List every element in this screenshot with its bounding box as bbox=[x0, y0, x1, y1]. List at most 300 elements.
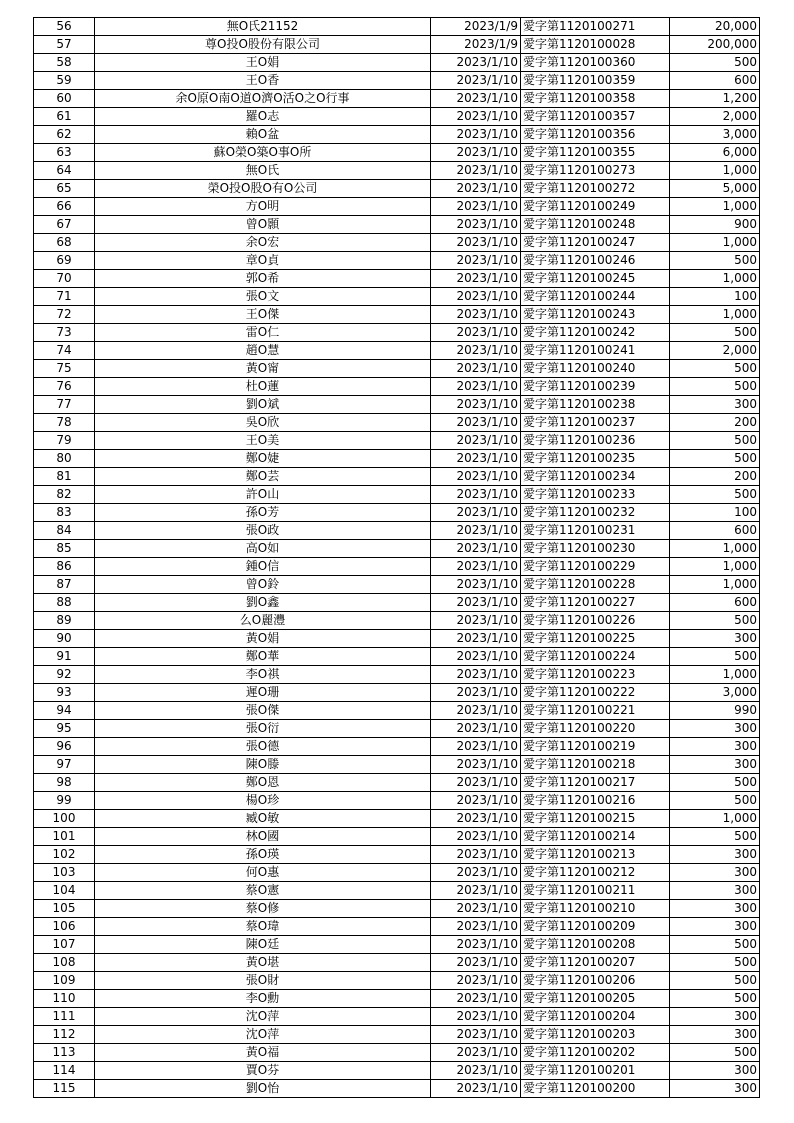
receipt-number: 愛字第1120100231 bbox=[521, 522, 670, 540]
row-number: 63 bbox=[34, 144, 95, 162]
receipt-number: 愛字第1120100243 bbox=[521, 306, 670, 324]
donor-name: 鄭O華 bbox=[95, 648, 431, 666]
donor-name: 林O國 bbox=[95, 828, 431, 846]
row-number: 109 bbox=[34, 972, 95, 990]
donation-amount: 500 bbox=[670, 1044, 760, 1062]
donation-date: 2023/1/10 bbox=[431, 648, 521, 666]
donation-amount: 300 bbox=[670, 1062, 760, 1080]
donation-date: 2023/1/10 bbox=[431, 360, 521, 378]
table-row bbox=[34, 180, 760, 198]
row-number: 76 bbox=[34, 378, 95, 396]
donation-amount: 100 bbox=[670, 504, 760, 522]
table-row bbox=[34, 378, 760, 396]
donation-date: 2023/1/10 bbox=[431, 396, 521, 414]
donation-date: 2023/1/10 bbox=[431, 234, 521, 252]
donation-date: 2023/1/10 bbox=[431, 108, 521, 126]
row-number: 82 bbox=[34, 486, 95, 504]
donor-name: 無O氏21152 bbox=[95, 18, 431, 36]
receipt-number: 愛字第1120100238 bbox=[521, 396, 670, 414]
table-row bbox=[34, 288, 760, 306]
row-number: 100 bbox=[34, 810, 95, 828]
donor-name: 孫O芳 bbox=[95, 504, 431, 522]
row-number: 72 bbox=[34, 306, 95, 324]
receipt-number: 愛字第1120100209 bbox=[521, 918, 670, 936]
receipt-number: 愛字第1120100230 bbox=[521, 540, 670, 558]
donation-date: 2023/1/10 bbox=[431, 144, 521, 162]
donation-date: 2023/1/10 bbox=[431, 1044, 521, 1062]
donation-table-body bbox=[34, 18, 760, 1098]
row-number: 85 bbox=[34, 540, 95, 558]
receipt-number: 愛字第1120100273 bbox=[521, 162, 670, 180]
row-number: 67 bbox=[34, 216, 95, 234]
row-number: 104 bbox=[34, 882, 95, 900]
table-row bbox=[34, 432, 760, 450]
receipt-number: 愛字第1120100202 bbox=[521, 1044, 670, 1062]
table-row bbox=[34, 216, 760, 234]
donor-name: 黃O娟 bbox=[95, 630, 431, 648]
row-number: 108 bbox=[34, 954, 95, 972]
row-number: 96 bbox=[34, 738, 95, 756]
donation-date: 2023/1/10 bbox=[431, 774, 521, 792]
table-row bbox=[34, 360, 760, 378]
donation-date: 2023/1/10 bbox=[431, 540, 521, 558]
donor-name: 王O美 bbox=[95, 432, 431, 450]
row-number: 102 bbox=[34, 846, 95, 864]
receipt-number: 愛字第1120100355 bbox=[521, 144, 670, 162]
donation-date: 2023/1/10 bbox=[431, 504, 521, 522]
row-number: 71 bbox=[34, 288, 95, 306]
donation-amount: 300 bbox=[670, 396, 760, 414]
row-number: 59 bbox=[34, 72, 95, 90]
table-row bbox=[34, 954, 760, 972]
donor-name: 劉O斌 bbox=[95, 396, 431, 414]
donation-amount: 300 bbox=[670, 918, 760, 936]
table-row bbox=[34, 504, 760, 522]
donation-date: 2023/1/10 bbox=[431, 522, 521, 540]
donation-amount: 200,000 bbox=[670, 36, 760, 54]
receipt-number: 愛字第1120100224 bbox=[521, 648, 670, 666]
donor-name: 無O氏 bbox=[95, 162, 431, 180]
row-number: 56 bbox=[34, 18, 95, 36]
table-row bbox=[34, 468, 760, 486]
donor-name: 許O山 bbox=[95, 486, 431, 504]
donation-amount: 1,000 bbox=[670, 576, 760, 594]
donor-name: 趙O慧 bbox=[95, 342, 431, 360]
row-number: 89 bbox=[34, 612, 95, 630]
donation-table bbox=[33, 17, 760, 1098]
table-row bbox=[34, 702, 760, 720]
receipt-number: 愛字第1120100217 bbox=[521, 774, 670, 792]
receipt-number: 愛字第1120100248 bbox=[521, 216, 670, 234]
row-number: 111 bbox=[34, 1008, 95, 1026]
table-row bbox=[34, 126, 760, 144]
row-number: 105 bbox=[34, 900, 95, 918]
donation-date: 2023/1/10 bbox=[431, 342, 521, 360]
donor-name: 蘇O榮O築O事O所 bbox=[95, 144, 431, 162]
donor-name: 張O文 bbox=[95, 288, 431, 306]
table-row bbox=[34, 918, 760, 936]
receipt-number: 愛字第1120100271 bbox=[521, 18, 670, 36]
receipt-number: 愛字第1120100235 bbox=[521, 450, 670, 468]
donation-date: 2023/1/10 bbox=[431, 954, 521, 972]
row-number: 107 bbox=[34, 936, 95, 954]
table-row bbox=[34, 738, 760, 756]
table-row bbox=[34, 90, 760, 108]
table-row bbox=[34, 72, 760, 90]
donation-amount: 200 bbox=[670, 468, 760, 486]
receipt-number: 愛字第1120100200 bbox=[521, 1080, 670, 1098]
donor-name: 沈O萍 bbox=[95, 1026, 431, 1044]
table-row bbox=[34, 684, 760, 702]
receipt-number: 愛字第1120100360 bbox=[521, 54, 670, 72]
table-row bbox=[34, 774, 760, 792]
receipt-number: 愛字第1120100216 bbox=[521, 792, 670, 810]
row-number: 114 bbox=[34, 1062, 95, 1080]
donor-name: 王O傑 bbox=[95, 306, 431, 324]
receipt-number: 愛字第1120100201 bbox=[521, 1062, 670, 1080]
donor-name: 李O勳 bbox=[95, 990, 431, 1008]
donation-amount: 990 bbox=[670, 702, 760, 720]
table-row bbox=[34, 558, 760, 576]
table-row bbox=[34, 198, 760, 216]
row-number: 80 bbox=[34, 450, 95, 468]
donation-date: 2023/1/10 bbox=[431, 1062, 521, 1080]
donation-date: 2023/1/10 bbox=[431, 702, 521, 720]
table-row bbox=[34, 270, 760, 288]
receipt-number: 愛字第1120100232 bbox=[521, 504, 670, 522]
donation-amount: 500 bbox=[670, 828, 760, 846]
donation-date: 2023/1/10 bbox=[431, 900, 521, 918]
table-row bbox=[34, 900, 760, 918]
receipt-number: 愛字第1120100246 bbox=[521, 252, 670, 270]
donation-amount: 1,000 bbox=[670, 666, 760, 684]
donation-amount: 500 bbox=[670, 450, 760, 468]
donation-amount: 1,000 bbox=[670, 306, 760, 324]
donor-name: 蔡O瑋 bbox=[95, 918, 431, 936]
donation-date: 2023/1/10 bbox=[431, 864, 521, 882]
row-number: 60 bbox=[34, 90, 95, 108]
table-row bbox=[34, 396, 760, 414]
donation-date: 2023/1/10 bbox=[431, 54, 521, 72]
row-number: 101 bbox=[34, 828, 95, 846]
table-row bbox=[34, 882, 760, 900]
row-number: 68 bbox=[34, 234, 95, 252]
row-number: 61 bbox=[34, 108, 95, 126]
donor-name: 曾O顥 bbox=[95, 216, 431, 234]
donor-name: 曾O鈴 bbox=[95, 576, 431, 594]
receipt-number: 愛字第1120100223 bbox=[521, 666, 670, 684]
donation-amount: 1,000 bbox=[670, 234, 760, 252]
table-row bbox=[34, 414, 760, 432]
donor-name: 張O衍 bbox=[95, 720, 431, 738]
donation-date: 2023/1/10 bbox=[431, 594, 521, 612]
donor-name: 方O明 bbox=[95, 198, 431, 216]
donation-amount: 500 bbox=[670, 990, 760, 1008]
table-row bbox=[34, 18, 760, 36]
donation-amount: 1,000 bbox=[670, 198, 760, 216]
receipt-number: 愛字第1120100211 bbox=[521, 882, 670, 900]
row-number: 64 bbox=[34, 162, 95, 180]
donor-name: 鄭O芸 bbox=[95, 468, 431, 486]
table-row bbox=[34, 1044, 760, 1062]
receipt-number: 愛字第1120100213 bbox=[521, 846, 670, 864]
row-number: 115 bbox=[34, 1080, 95, 1098]
receipt-number: 愛字第1120100233 bbox=[521, 486, 670, 504]
receipt-number: 愛字第1120100210 bbox=[521, 900, 670, 918]
receipt-number: 愛字第1120100203 bbox=[521, 1026, 670, 1044]
row-number: 98 bbox=[34, 774, 95, 792]
donor-name: 杜O蓮 bbox=[95, 378, 431, 396]
receipt-number: 愛字第1120100228 bbox=[521, 576, 670, 594]
donor-name: 賴O盆 bbox=[95, 126, 431, 144]
receipt-number: 愛字第1120100247 bbox=[521, 234, 670, 252]
donation-amount: 1,000 bbox=[670, 810, 760, 828]
donor-name: 臧O敏 bbox=[95, 810, 431, 828]
row-number: 62 bbox=[34, 126, 95, 144]
receipt-number: 愛字第1120100225 bbox=[521, 630, 670, 648]
donation-date: 2023/1/10 bbox=[431, 288, 521, 306]
donor-name: 張O財 bbox=[95, 972, 431, 990]
donation-amount: 600 bbox=[670, 72, 760, 90]
table-row bbox=[34, 108, 760, 126]
donation-amount: 100 bbox=[670, 288, 760, 306]
donation-date: 2023/1/10 bbox=[431, 432, 521, 450]
donation-amount: 1,200 bbox=[670, 90, 760, 108]
table-row bbox=[34, 576, 760, 594]
receipt-number: 愛字第1120100245 bbox=[521, 270, 670, 288]
receipt-number: 愛字第1120100218 bbox=[521, 756, 670, 774]
donation-date: 2023/1/10 bbox=[431, 666, 521, 684]
table-row bbox=[34, 864, 760, 882]
donation-date: 2023/1/10 bbox=[431, 90, 521, 108]
donation-date: 2023/1/10 bbox=[431, 486, 521, 504]
donor-name: 張O德 bbox=[95, 738, 431, 756]
donation-date: 2023/1/10 bbox=[431, 828, 521, 846]
donation-date: 2023/1/10 bbox=[431, 324, 521, 342]
donation-amount: 3,000 bbox=[670, 684, 760, 702]
receipt-number: 愛字第1120100205 bbox=[521, 990, 670, 1008]
donation-date: 2023/1/10 bbox=[431, 558, 521, 576]
row-number: 81 bbox=[34, 468, 95, 486]
row-number: 110 bbox=[34, 990, 95, 1008]
donor-name: 李O祺 bbox=[95, 666, 431, 684]
donation-amount: 500 bbox=[670, 486, 760, 504]
receipt-number: 愛字第1120100244 bbox=[521, 288, 670, 306]
donation-date: 2023/1/10 bbox=[431, 198, 521, 216]
donation-amount: 3,000 bbox=[670, 126, 760, 144]
table-row bbox=[34, 720, 760, 738]
row-number: 73 bbox=[34, 324, 95, 342]
donation-date: 2023/1/10 bbox=[431, 216, 521, 234]
donation-amount: 900 bbox=[670, 216, 760, 234]
donation-date: 2023/1/9 bbox=[431, 36, 521, 54]
row-number: 95 bbox=[34, 720, 95, 738]
receipt-number: 愛字第1120100241 bbox=[521, 342, 670, 360]
donation-amount: 500 bbox=[670, 612, 760, 630]
donation-date: 2023/1/10 bbox=[431, 162, 521, 180]
table-row bbox=[34, 792, 760, 810]
receipt-number: 愛字第1120100212 bbox=[521, 864, 670, 882]
row-number: 99 bbox=[34, 792, 95, 810]
donation-amount: 500 bbox=[670, 432, 760, 450]
donation-amount: 1,000 bbox=[670, 540, 760, 558]
receipt-number: 愛字第1120100249 bbox=[521, 198, 670, 216]
row-number: 69 bbox=[34, 252, 95, 270]
row-number: 106 bbox=[34, 918, 95, 936]
donor-name: 雷O仁 bbox=[95, 324, 431, 342]
donor-name: 楊O珍 bbox=[95, 792, 431, 810]
table-row bbox=[34, 828, 760, 846]
row-number: 66 bbox=[34, 198, 95, 216]
donor-name: 余O原O南O道O濟O活O之O行事 bbox=[95, 90, 431, 108]
donation-amount: 500 bbox=[670, 378, 760, 396]
donation-amount: 2,000 bbox=[670, 342, 760, 360]
donor-name: 陳O廷 bbox=[95, 936, 431, 954]
row-number: 91 bbox=[34, 648, 95, 666]
donation-amount: 6,000 bbox=[670, 144, 760, 162]
row-number: 77 bbox=[34, 396, 95, 414]
receipt-number: 愛字第1120100239 bbox=[521, 378, 670, 396]
donor-name: 鄭O婕 bbox=[95, 450, 431, 468]
donation-amount: 500 bbox=[670, 972, 760, 990]
donor-name: 尊O投O股份有限公司 bbox=[95, 36, 431, 54]
donor-name: 王O香 bbox=[95, 72, 431, 90]
table-row bbox=[34, 936, 760, 954]
donation-amount: 5,000 bbox=[670, 180, 760, 198]
receipt-number: 愛字第1120100220 bbox=[521, 720, 670, 738]
row-number: 70 bbox=[34, 270, 95, 288]
row-number: 79 bbox=[34, 432, 95, 450]
table-row bbox=[34, 522, 760, 540]
row-number: 88 bbox=[34, 594, 95, 612]
row-number: 75 bbox=[34, 360, 95, 378]
donation-amount: 500 bbox=[670, 324, 760, 342]
donation-amount: 2,000 bbox=[670, 108, 760, 126]
donation-date: 2023/1/10 bbox=[431, 738, 521, 756]
row-number: 84 bbox=[34, 522, 95, 540]
receipt-number: 愛字第1120100221 bbox=[521, 702, 670, 720]
row-number: 97 bbox=[34, 756, 95, 774]
table-row bbox=[34, 144, 760, 162]
donation-amount: 300 bbox=[670, 864, 760, 882]
receipt-number: 愛字第1120100215 bbox=[521, 810, 670, 828]
donation-amount: 300 bbox=[670, 1008, 760, 1026]
table-row bbox=[34, 810, 760, 828]
receipt-number: 愛字第1120100207 bbox=[521, 954, 670, 972]
donor-name: 張O政 bbox=[95, 522, 431, 540]
donation-date: 2023/1/10 bbox=[431, 720, 521, 738]
donation-date: 2023/1/10 bbox=[431, 180, 521, 198]
row-number: 74 bbox=[34, 342, 95, 360]
row-number: 92 bbox=[34, 666, 95, 684]
donation-date: 2023/1/10 bbox=[431, 972, 521, 990]
receipt-number: 愛字第1120100234 bbox=[521, 468, 670, 486]
donation-amount: 300 bbox=[670, 900, 760, 918]
table-row bbox=[34, 666, 760, 684]
table-row bbox=[34, 972, 760, 990]
donor-name: 羅O志 bbox=[95, 108, 431, 126]
receipt-number: 愛字第1120100222 bbox=[521, 684, 670, 702]
donation-amount: 300 bbox=[670, 738, 760, 756]
donation-date: 2023/1/10 bbox=[431, 252, 521, 270]
donation-amount: 200 bbox=[670, 414, 760, 432]
donation-date: 2023/1/10 bbox=[431, 270, 521, 288]
table-row bbox=[34, 342, 760, 360]
donation-date: 2023/1/10 bbox=[431, 1008, 521, 1026]
row-number: 58 bbox=[34, 54, 95, 72]
donor-name: 黃O堪 bbox=[95, 954, 431, 972]
donation-date: 2023/1/10 bbox=[431, 126, 521, 144]
row-number: 65 bbox=[34, 180, 95, 198]
donation-amount: 300 bbox=[670, 630, 760, 648]
donation-date: 2023/1/10 bbox=[431, 846, 521, 864]
table-row bbox=[34, 648, 760, 666]
row-number: 78 bbox=[34, 414, 95, 432]
receipt-number: 愛字第1120100214 bbox=[521, 828, 670, 846]
row-number: 83 bbox=[34, 504, 95, 522]
donation-amount: 300 bbox=[670, 882, 760, 900]
table-row bbox=[34, 630, 760, 648]
row-number: 94 bbox=[34, 702, 95, 720]
receipt-number: 愛字第1120100356 bbox=[521, 126, 670, 144]
row-number: 112 bbox=[34, 1026, 95, 1044]
receipt-number: 愛字第1120100236 bbox=[521, 432, 670, 450]
donor-name: 張O傑 bbox=[95, 702, 431, 720]
donor-name: 何O惠 bbox=[95, 864, 431, 882]
donation-amount: 500 bbox=[670, 360, 760, 378]
row-number: 113 bbox=[34, 1044, 95, 1062]
donation-amount: 500 bbox=[670, 252, 760, 270]
donation-date: 2023/1/10 bbox=[431, 378, 521, 396]
donation-amount: 600 bbox=[670, 522, 760, 540]
donor-name: 賈O芬 bbox=[95, 1062, 431, 1080]
donation-date: 2023/1/10 bbox=[431, 306, 521, 324]
row-number: 103 bbox=[34, 864, 95, 882]
donation-date: 2023/1/10 bbox=[431, 612, 521, 630]
donor-name: 陳O滕 bbox=[95, 756, 431, 774]
donor-name: 吳O欣 bbox=[95, 414, 431, 432]
donor-name: 么O麗灃 bbox=[95, 612, 431, 630]
table-row bbox=[34, 846, 760, 864]
receipt-number: 愛字第1120100229 bbox=[521, 558, 670, 576]
donation-amount: 500 bbox=[670, 774, 760, 792]
donor-name: 黃O福 bbox=[95, 1044, 431, 1062]
donor-name: 鄭O恩 bbox=[95, 774, 431, 792]
table-row bbox=[34, 162, 760, 180]
donation-amount: 300 bbox=[670, 1080, 760, 1098]
donor-name: 黃O甯 bbox=[95, 360, 431, 378]
table-row bbox=[34, 306, 760, 324]
donor-name: 蔡O修 bbox=[95, 900, 431, 918]
donation-date: 2023/1/10 bbox=[431, 882, 521, 900]
receipt-number: 愛字第1120100357 bbox=[521, 108, 670, 126]
receipt-number: 愛字第1120100237 bbox=[521, 414, 670, 432]
donation-date: 2023/1/10 bbox=[431, 684, 521, 702]
table-row bbox=[34, 1080, 760, 1098]
donation-date: 2023/1/10 bbox=[431, 756, 521, 774]
table-row bbox=[34, 36, 760, 54]
donor-name: 王O娟 bbox=[95, 54, 431, 72]
donor-name: 榮O投O股O有O公司 bbox=[95, 180, 431, 198]
donation-amount: 500 bbox=[670, 54, 760, 72]
receipt-number: 愛字第1120100206 bbox=[521, 972, 670, 990]
donation-amount: 1,000 bbox=[670, 162, 760, 180]
donation-amount: 1,000 bbox=[670, 558, 760, 576]
receipt-number: 愛字第1120100359 bbox=[521, 72, 670, 90]
donation-amount: 20,000 bbox=[670, 18, 760, 36]
donation-date: 2023/1/10 bbox=[431, 1080, 521, 1098]
table-row bbox=[34, 252, 760, 270]
